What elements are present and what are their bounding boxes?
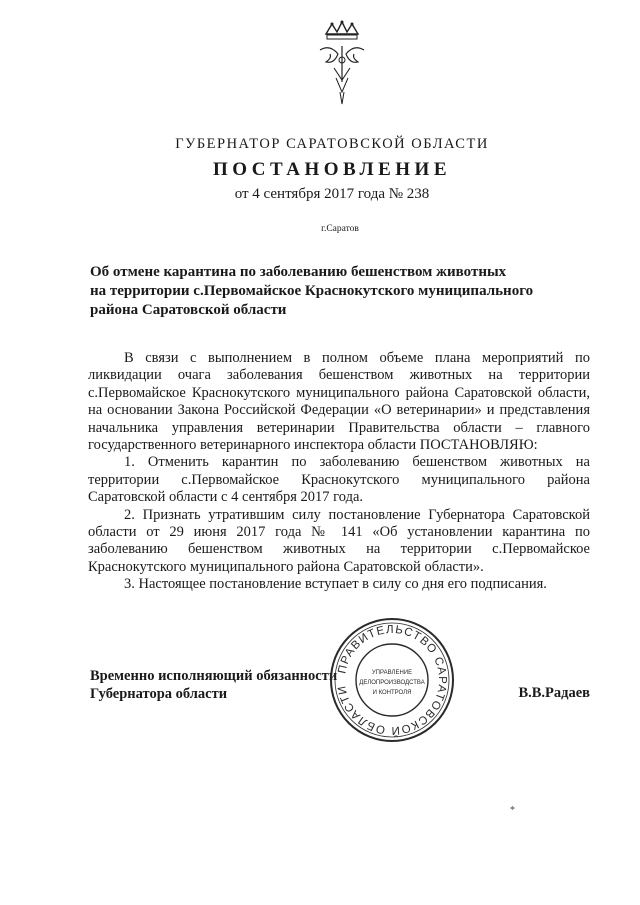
document-subject	[90, 263, 550, 320]
signatory-position-line: Временно исполняющий обязанности	[90, 668, 338, 684]
subject-line: района Саратовской области	[90, 302, 287, 318]
official-stamp	[328, 616, 456, 744]
coat-of-arms-emblem	[312, 20, 372, 110]
stamp-center-line: ДЕЛОПРОИЗВОДСТВА	[359, 680, 425, 686]
body-paragraph-item-1: 1. Отменить карантин по заболеванию бешенством животных на территории с.Первомайское Краснокутского муниципального района Саратовской области с 4 сентября 2017 года.	[88, 454, 590, 506]
body-paragraph-item-3: 3. Настоящее постановление вступает в силу со дня его подписания.	[124, 576, 547, 593]
footer-mark: *	[510, 805, 515, 816]
body-paragraph-item-2: 2. Признать утратившим силу постановление Губернатора Саратовской области от 29 июня 2017 года № 141 «Об установлении карантина по заболеванию бешенством животных на территории с.Первомайское Краснокутского муниципального района Саратовской области».	[88, 506, 590, 575]
signatory-position-line: Губернатора области	[90, 686, 228, 702]
document-body	[88, 350, 590, 594]
subject-line: на территории с.Первомайское Краснокутского муниципального	[90, 283, 534, 299]
document-type: ПОСТАНОВЛЕНИЕ	[212, 159, 452, 180]
document-place: г.Саратов	[321, 224, 359, 234]
authority-title: ГУБЕРНАТОР САРАТОВСКОЙ ОБЛАСТИ	[175, 136, 489, 152]
document-date-number: от 4 сентября 2017 года № 238	[234, 186, 430, 202]
stamp-ring-text: ПРАВИТЕЛЬСТВО САРАТОВСКОЙ ОБЛАСТИ	[336, 623, 449, 737]
stamp-center-line: УПРАВЛЕНИЕ	[371, 670, 413, 676]
signatory-name: В.В.Радаев	[518, 685, 590, 701]
stamp-center-line: И КОНТРОЛЯ	[372, 690, 412, 696]
body-paragraph-preamble: В связи с выполнением в полном объеме плана мероприятий по ликвидации очага заболевания бешенством животных на территории с.Первомайское Краснокутского муниципального района Саратовской области, на основании Закона Российской Федерации «О ветеринарии» и представления начальника управления ветеринарии Правительства области – главного государственного ветеринарного инспектора области ПОСТАНОВЛЯЮ:	[88, 350, 590, 454]
subject-line: Об отмене карантина по заболеванию бешенством животных	[90, 264, 507, 280]
